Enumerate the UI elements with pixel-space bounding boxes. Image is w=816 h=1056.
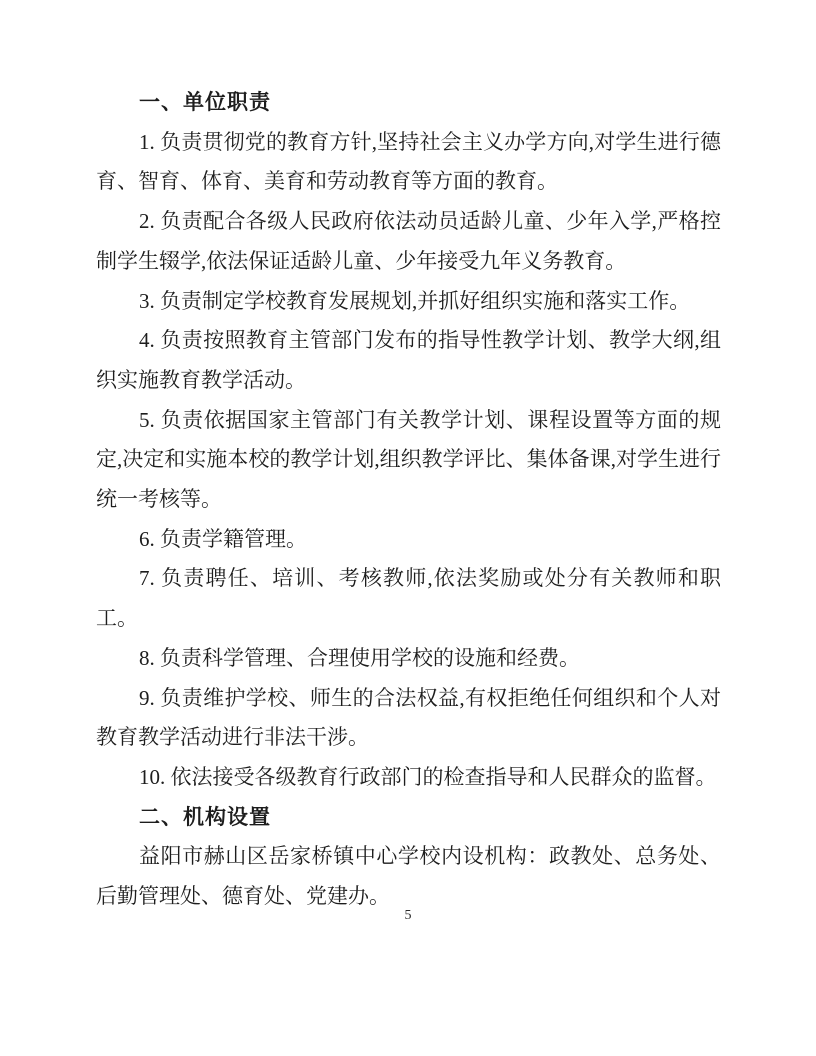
section-heading-unit-duties: 一、单位职责 (139, 91, 271, 114)
paragraph-duty-7: 7. 负责聘任、培训、考核教师,依法奖励或处分有关教师和职工。 (96, 566, 721, 631)
paragraph-duty-2: 2. 负责配合各级人民政府依法动员适龄儿童、少年入学,严格控制学生辍学,依法保证适龄儿童、少年接受九年义务教育。 (96, 209, 721, 273)
paragraph-duty-1: 1. 负责贯彻党的教育方针,坚持社会主义办学方向,对学生进行德育、智育、体育、美育和劳动教育等方面的教育。 (96, 129, 721, 194)
paragraph-duty-6: 6. 负责学籍管理。 (139, 526, 307, 551)
paragraph-duty-3: 3. 负责制定学校教育发展规划,并抓好组织实施和落实工作。 (139, 288, 691, 313)
page-number: 5 (404, 908, 412, 923)
paragraph-duty-5: 5. 负责依据国家主管部门有关教学计划、课程设置等方面的规定,决定和实施本校的教学计划,组织教学评比、集体备课,对学生进行统一考核等。 (96, 407, 721, 512)
paragraph-duty-8: 8. 负责科学管理、合理使用学校的设施和经费。 (139, 645, 580, 670)
document-body (96, 83, 721, 917)
paragraph-duty-9: 9. 负责维护学校、师生的合法权益,有权拒绝任何组织和个人对教育教学活动进行非法干涉。 (96, 685, 721, 750)
page-footer (0, 906, 816, 926)
paragraph-duty-10: 10. 依法接受各级教育行政部门的检查指导和人民群众的监督。 (139, 764, 717, 789)
paragraph-org-structure: 益阳市赫山区岳家桥镇中心学校内设机构：政教处、总务处、后勤管理处、德育处、党建办。 (96, 844, 721, 909)
paragraph-duty-4: 4. 负责按照教育主管部门发布的指导性教学计划、教学大纲,组织实施教育教学活动。 (96, 328, 721, 392)
section-heading-org-structure: 二、机构设置 (139, 805, 271, 829)
